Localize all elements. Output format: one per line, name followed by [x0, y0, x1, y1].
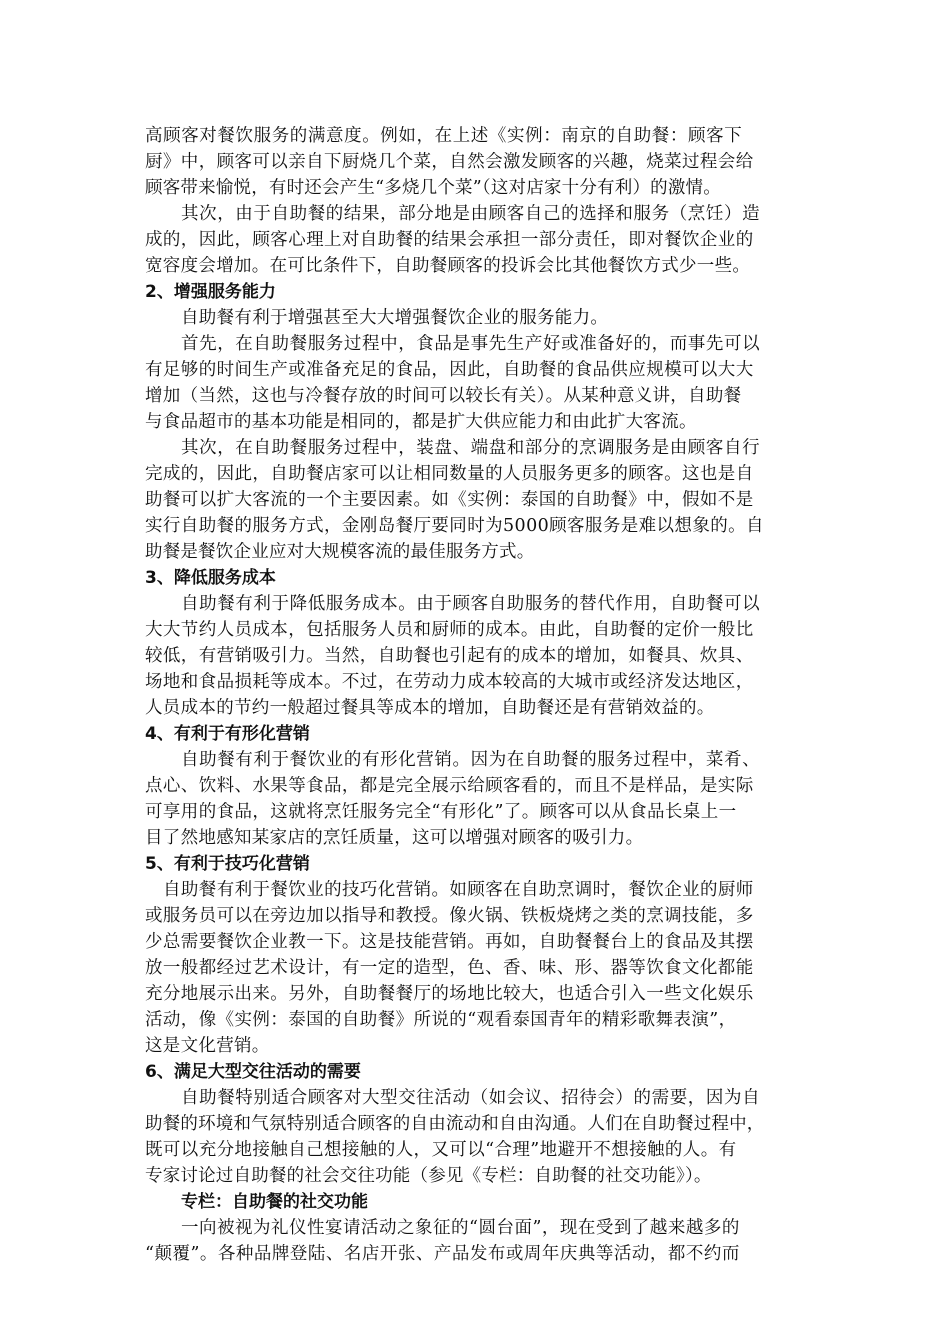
paragraph-line: 较低，有营销吸引力。当然，自助餐也引起有的成本的增加，如餐具、炊具、 — [145, 646, 754, 666]
paragraph-line: 自助餐有利于餐饮业的技巧化营销。如顾客在自助烹调时，餐饮企业的厨师 — [163, 880, 754, 900]
paragraph-line: 助餐的环境和气氛特别适合顾客的自由流动和自由沟通。人们在自助餐过程中， — [145, 1114, 765, 1134]
paragraph-line: “颠覆”。各种品牌登陆、名店开张、产品发布或周年庆典等活动，都不约而 — [145, 1244, 740, 1264]
paragraph-line: 助餐是餐饮企业应对大规模客流的最佳服务方式。 — [145, 542, 535, 562]
paragraph-line: 充分地展示出来。另外，自助餐餐厅的场地比较大，也适合引入一些文化娱乐 — [145, 984, 754, 1004]
section-heading: 3、降低服务成本 — [145, 568, 276, 588]
column-heading: 专栏：自助餐的社交功能 — [181, 1192, 368, 1212]
paragraph-line: 实行自助餐的服务方式，金刚岛餐厅要同时为5000顾客服务是难以想象的。自 — [145, 516, 764, 536]
paragraph-line: 首先，在自助餐服务过程中，食品是事先生产好或准备好的，而事先可以 — [181, 334, 761, 354]
paragraph-line: 活动，像《实例：泰国的自助餐》所说的“观看泰国青年的精彩歌舞表演”， — [145, 1010, 737, 1030]
paragraph-line: 其次，由于自助餐的结果，部分地是由顾客自己的选择和服务（烹饪）造 — [181, 204, 761, 224]
paragraph-line: 既可以充分地接触自己想接触的人，又可以“合理”地避开不想接触的人。有 — [145, 1140, 737, 1160]
paragraph-line: 自助餐有利于增强甚至大大增强餐饮企业的服务能力。 — [181, 308, 609, 328]
paragraph-line: 顾客带来愉悦，有时还会产生“多烧几个菜”（这对店家十分有利）的激情。 — [145, 178, 721, 198]
paragraph-line: 可享用的食品，这就将烹饪服务完全“有形化”了。顾客可以从食品长桌上一 — [145, 802, 737, 822]
paragraph-line: 大大节约人员成本，包括服务人员和厨师的成本。由此，自助餐的定价一般比 — [145, 620, 754, 640]
section-heading: 2、增强服务能力 — [145, 282, 276, 302]
paragraph-line: 高顾客对餐饮服务的满意度。例如，在上述《实例：南京的自助餐：顾客下 — [145, 126, 743, 146]
paragraph-line: 助餐可以扩大客流的一个主要因素。如《实例：泰国的自助餐》中，假如不是 — [145, 490, 754, 510]
paragraph-line: 目了然地感知某家店的烹饪质量，这可以增强对顾客的吸引力。 — [145, 828, 644, 848]
paragraph-line: 或服务员可以在旁边加以指导和教授。像火锅、铁板烧烤之类的烹调技能，多 — [145, 906, 754, 926]
paragraph-line: 一向被视为礼仪性宴请活动之象征的“圆台面”，现在受到了越来越多的 — [181, 1218, 740, 1238]
paragraph-line: 少总需要餐饮企业教一下。这是技能营销。再如，自助餐餐台上的食品及其摆 — [145, 932, 754, 952]
paragraph-line: 这是文化营销。 — [145, 1036, 270, 1056]
paragraph-line: 宽容度会增加。在可比条件下，自助餐顾客的投诉会比其他餐饮方式少一些。 — [145, 256, 751, 276]
paragraph-line: 其次，在自助餐服务过程中，装盘、端盘和部分的烹调服务是由顾客自行 — [181, 438, 761, 458]
paragraph-line: 增加（当然，这也与冷餐存放的时间可以较长有关）。从某种意义讲，自助餐 — [145, 386, 742, 406]
paragraph-line: 有足够的时间生产或准备充足的食品，因此，自助餐的食品供应规模可以大大 — [145, 360, 754, 380]
paragraph-line: 点心、饮料、水果等食品，都是完全展示给顾客看的，而且不是样品，是实际 — [145, 776, 754, 796]
paragraph-line: 放一般都经过艺术设计，有一定的造型，色、香、味、形、器等饮食文化都能 — [145, 958, 754, 978]
paragraph-line: 场地和食品损耗等成本。不过，在劳动力成本较高的大城市或经济发达地区， — [145, 672, 754, 692]
section-heading: 6、满足大型交往活动的需要 — [145, 1062, 361, 1082]
paragraph-line: 与食品超市的基本功能是相同的，都是扩大供应能力和由此扩大客流。 — [145, 412, 697, 432]
paragraph-line: 厨》中，顾客可以亲自下厨烧几个菜，自然会激发顾客的兴趣，烧菜过程会给 — [145, 152, 754, 172]
paragraph-line: 专家讨论过自助餐的社会交往功能（参见《专栏：自助餐的社交功能》）。 — [145, 1166, 712, 1186]
paragraph-line: 自助餐有利于降低服务成本。由于顾客自助服务的替代作用，自助餐可以 — [181, 594, 761, 614]
paragraph-line: 人员成本的节约一般超过餐具等成本的增加，自助餐还是有营销效益的。 — [145, 698, 715, 718]
section-heading: 4、有利于有形化营销 — [145, 724, 310, 744]
paragraph-line: 自助餐有利于餐饮业的有形化营销。因为在自助餐的服务过程中，菜肴、 — [181, 750, 761, 770]
section-heading: 5、有利于技巧化营销 — [145, 854, 310, 874]
paragraph-line: 完成的，因此，自助餐店家可以让相同数量的人员服务更多的顾客。这也是自 — [145, 464, 754, 484]
paragraph-line: 成的，因此，顾客心理上对自助餐的结果会承担一部分责任，即对餐饮企业的 — [145, 230, 754, 250]
paragraph-line: 自助餐特别适合顾客对大型交往活动（如会议、招待会）的需要，因为自 — [181, 1088, 761, 1108]
